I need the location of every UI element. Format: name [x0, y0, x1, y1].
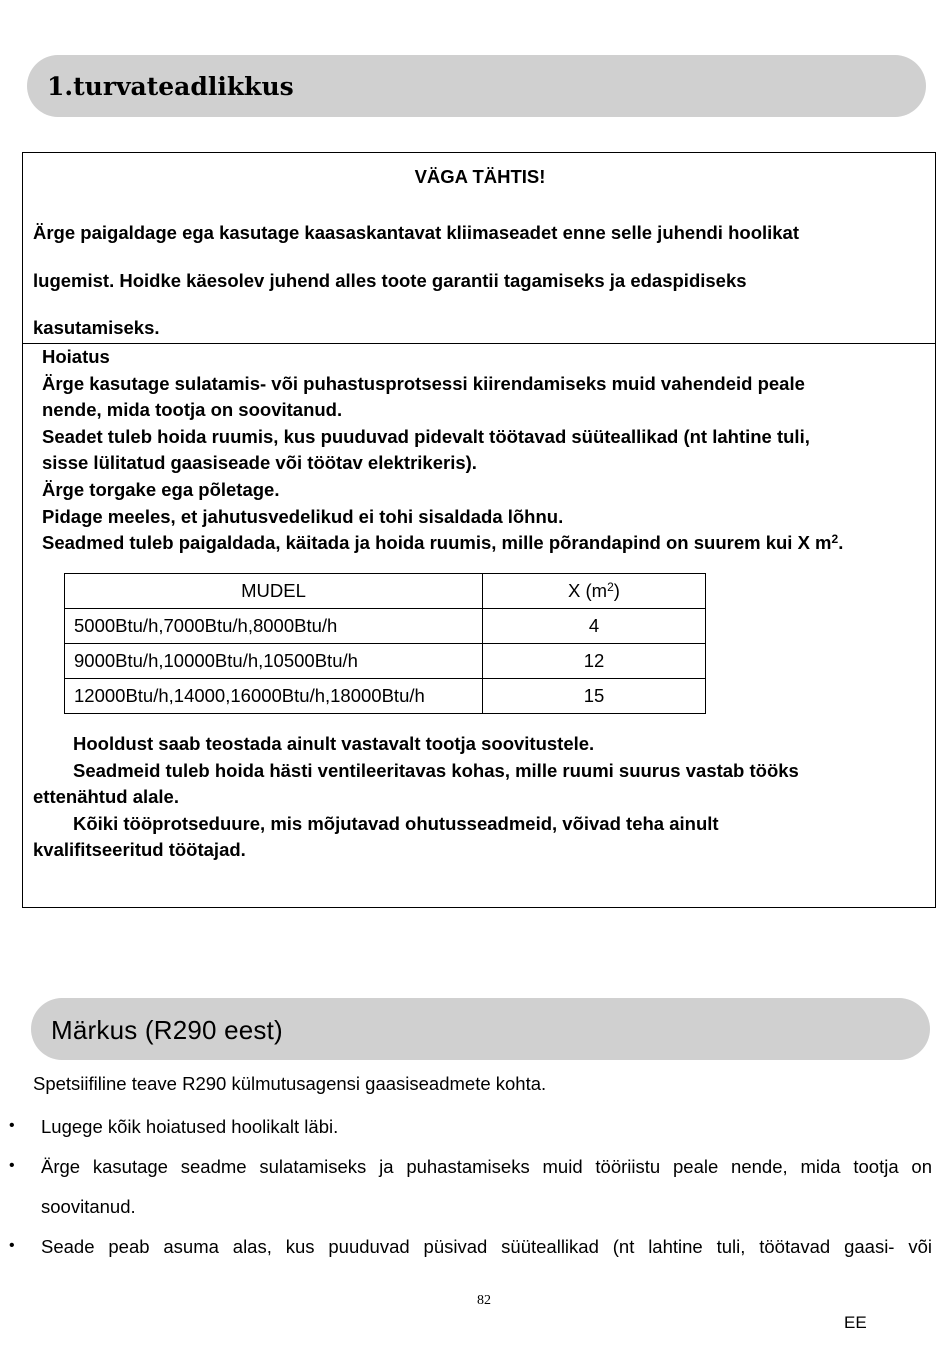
area-cell: 15 — [483, 679, 706, 714]
notice-heading: VÄGA TÄHTIS! — [414, 166, 546, 187]
intro-line: Ärge paigaldage ega kasutage kaasaskantavat kliimaseadet enne selle juhendi hoolikat — [33, 222, 800, 243]
intro-line: lugemist. Hoidke käesolev juhend alles toote garantii tagamiseks ja edaspidiseks — [33, 269, 747, 291]
warning-line: Ärge torgake ega põletage. — [42, 478, 280, 500]
table-row — [65, 679, 706, 714]
model-cell: 12000Btu/h,14000,16000Btu/h,18000Btu/h — [65, 679, 483, 714]
page-number: 82 — [477, 1293, 491, 1308]
model-cell: 5000Btu/h,7000Btu/h,8000Btu/h — [65, 609, 483, 644]
model-cell: 9000Btu/h,10000Btu/h,10500Btu/h — [65, 644, 483, 679]
maintenance-block — [33, 731, 799, 864]
area-text: Seadmed tuleb paigaldada, käitada ja hoida ruumis, mille põrandapind on suurem kui X m — [42, 532, 832, 554]
warning-line: sisse lülitatud gaasiseade või töötav elektrikeris). — [42, 452, 477, 474]
warning-line: nende, mida tootja on soovitanud. — [42, 399, 343, 421]
maintenance-line: kvalifitseeritud töötajad. — [33, 839, 246, 861]
notice-intro — [33, 209, 799, 352]
maintenance-line: ettenähtud alale. — [33, 786, 179, 808]
area-end: . — [838, 532, 844, 554]
maintenance-line: Kõiki tööprotseduure, mis mõjutavad ohutusseadmeid, võivad teha ainult — [73, 812, 719, 834]
intro-line: kasutamiseks. — [33, 317, 160, 338]
warning-line: Ärge kasutage sulatamis- või puhastusprotsessi kiirendamiseks muid vahendeid peale — [42, 372, 805, 394]
area-cell: 4 — [483, 609, 706, 644]
section-banner-note — [31, 998, 930, 1060]
col-header-area — [483, 574, 706, 609]
col-header-model: MUDEL — [65, 574, 483, 609]
warning-block — [42, 344, 843, 557]
table-row — [65, 609, 706, 644]
section-title: Märkus (R290 eest) — [51, 1015, 283, 1045]
language-code: EE — [844, 1313, 867, 1332]
col-header-area-text: X (m — [568, 580, 608, 601]
area-cell: 12 — [483, 644, 706, 679]
bullet-text: Lugege kõik hoiatused hoolikalt läbi. — [41, 1116, 339, 1137]
maintenance-line: Hooldust saab teostada ainult vastavalt tootja soovitustele. — [73, 733, 595, 754]
bullet-icon: • — [9, 1117, 15, 1134]
bullet-icon: • — [9, 1157, 15, 1174]
section-banner-safety — [27, 55, 926, 117]
table-header-row — [65, 574, 706, 609]
bullet-text: Seade peab asuma alas, kus puuduvad püsivad süüteallikad (nt lahtine tuli, töötavad gaasi- või — [41, 1236, 932, 1257]
model-area-table — [64, 573, 706, 714]
bullet-icon: • — [9, 1237, 15, 1254]
warning-line: Seadet tuleb hoida ruumis, kus puuduvad pidevalt töötavad süüteallikad (nt lahtine tuli, — [42, 425, 810, 447]
maintenance-line: Seadmeid tuleb hoida hästi ventileeritavas kohas, mille ruumi suurus vastab tööks — [73, 759, 799, 781]
warning-line: Hoiatus — [42, 346, 110, 367]
important-notice-box — [22, 152, 936, 908]
note-intro: Spetsiifiline teave R290 külmutusagensi gaasiseadmete kohta. — [33, 1073, 547, 1094]
col-header-area-end: ) — [613, 580, 620, 601]
section-title: 1.turvateadlikkus — [47, 72, 294, 101]
area-superscript: 2 — [831, 532, 839, 547]
col-header-area-sup: 2 — [607, 580, 614, 594]
warning-line: Pidage meeles, et jahutusvedelikud ei tohi sisaldada lõhnu. — [42, 505, 564, 527]
table-row — [65, 644, 706, 679]
warning-line-area — [42, 530, 843, 557]
bullet-text: Ärge kasutage seadme sulatamiseks ja puhastamiseks muid tööriistu peale nende, mida tootja on soovitanud. — [41, 1156, 932, 1217]
